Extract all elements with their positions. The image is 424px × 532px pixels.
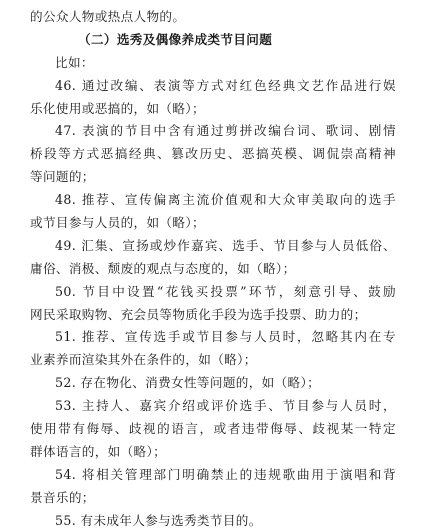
item-50-line-2: 网民采取购物、充会员等物质化手段为选手投票、助力的； [30,306,367,322]
item-50-line-1: 50. 节目中设置“花钱买投票”环节，刻意引导、鼓励 [55,283,396,299]
item-54-line-2: 景音乐的； [30,489,95,505]
item-54-line-1: 54. 将相关管理部门明确禁止的违规歌曲用于演唱和背 [55,466,396,482]
text-line-1: 的公众人物或热点人物的。 [30,9,186,24]
item-47-line-1: 47. 表演的节目中含有通过剪拼改编台词、歌词、剧情 [55,123,396,139]
item-46-line-2: 乐化使用或恶搞的，如（略）； [30,100,205,116]
item-49-line-2: 庸俗、消极、颓废的观点与态度的，如（略）； [30,260,296,276]
item-55-line-1: 55. 有未成年人参与选秀类节目的。 [55,512,262,528]
item-53-line-3: 群体语言的，如（略）； [30,443,167,459]
item-48-line-2: 或节目参与人员的，如（略）； [30,215,205,231]
item-51-line-2: 业素养而渲染其外在条件的，如（略）； [30,352,257,368]
section-heading: （二）选秀及偶像养成类节目问题 [78,31,273,47]
text-line-3: 比如： [55,54,94,70]
item-47-line-2: 桥段等方式恶搞经典、篡改历史、恶搞英模、调侃崇高精神 [30,146,396,162]
item-47-line-3: 等问题的； [30,169,95,185]
item-51-line-1: 51. 推荐、宣传选手或节目参与人员时，忽略其内在专 [55,329,396,345]
item-53-line-1: 53. 主持人、嘉宾介绍或评价选手、节目参与人员时， [55,398,396,414]
item-48-line-1: 48. 推荐、宣传偏离主流价值观和大众审美取向的选手 [55,192,396,208]
item-53-line-2: 使用带有侮辱、歧视的语言，或者违带侮辱、歧视某一特定 [30,421,396,437]
item-49-line-1: 49. 汇集、宣扬或炒作嘉宾、选手、节目参与人员低俗、 [55,237,396,253]
item-46-line-1: 46. 通过改编、表演等方式对红色经典文艺作品进行娱 [55,77,396,93]
item-52-line-1: 52. 存在物化、消费女性等问题的，如（略）； [55,375,321,391]
